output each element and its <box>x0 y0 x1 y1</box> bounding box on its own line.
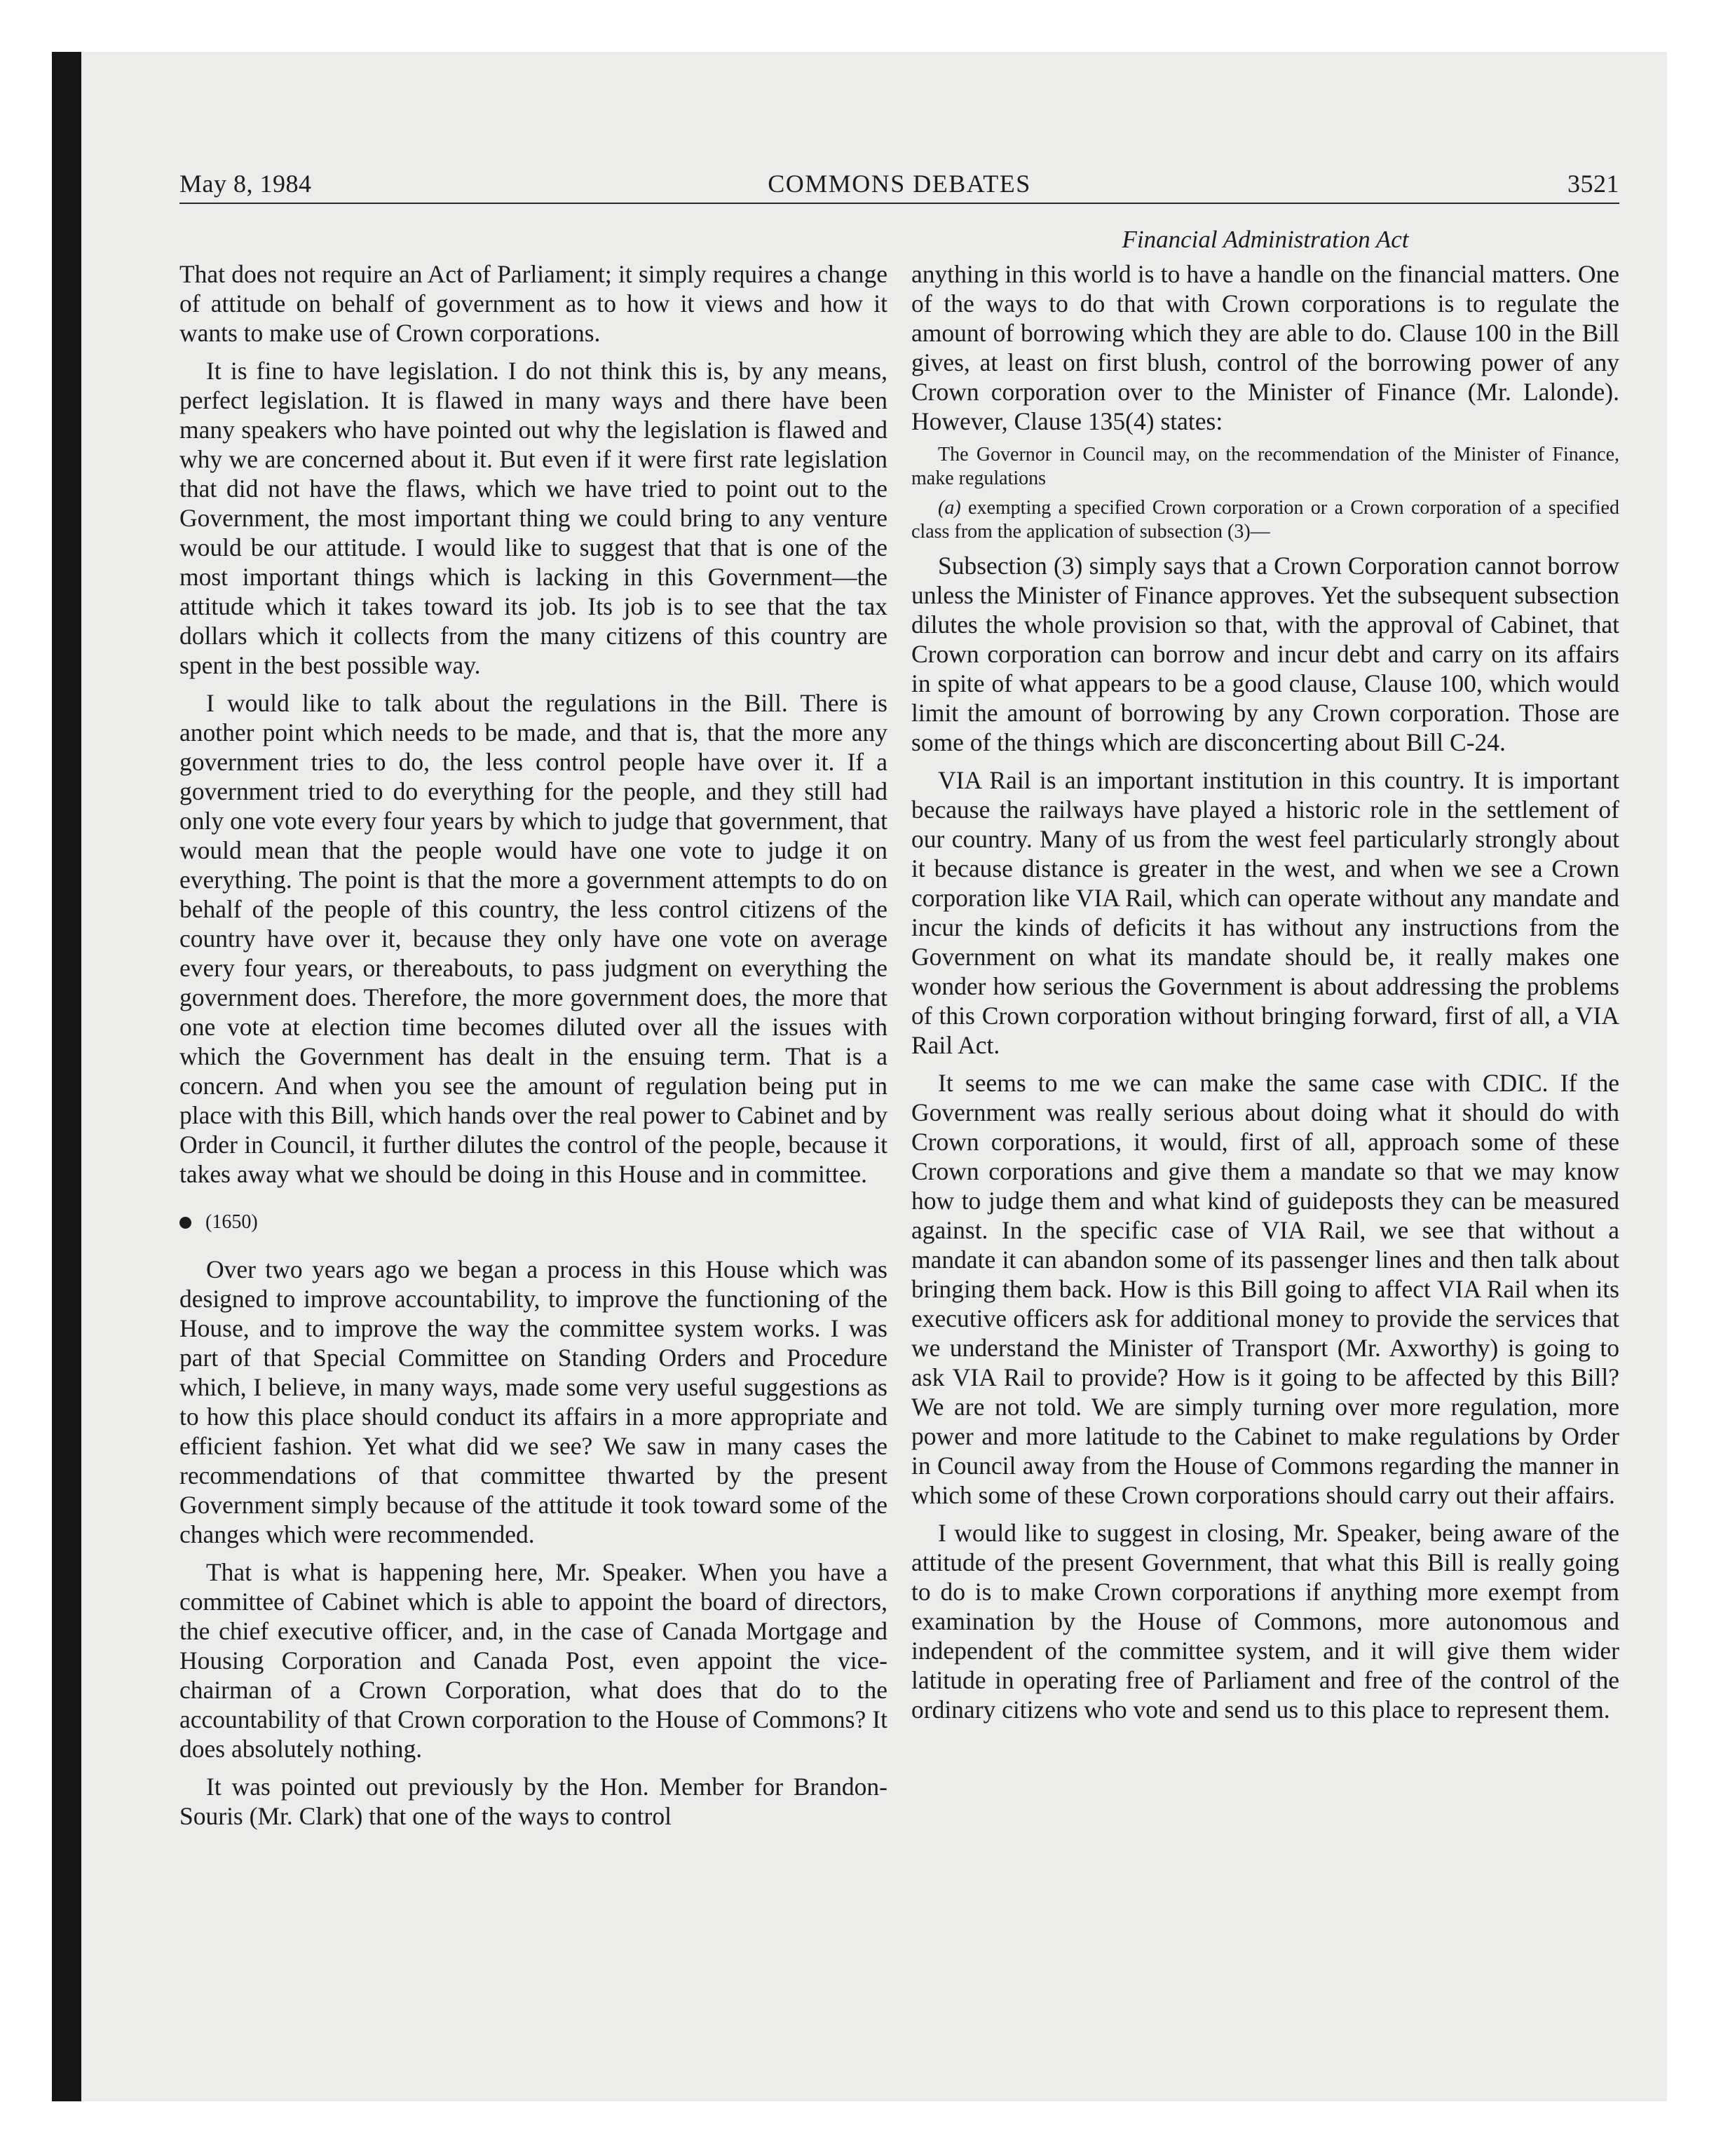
paragraph: That is what is happening here, Mr. Speaker. When you have a committee of Cabinet which is able to appoint the board of directors, the chief executive officer, and, in the case of Canada Mortgage and Housing Corporation and Canada Post, even appoint the vice-chairman of a Crown Corporation, what does that do to the accountability of that Crown corporation to the House of Commons? It does absolutely nothing. <box>179 1558 887 1763</box>
paragraph: Subsection (3) simply says that a Crown Corporation cannot borrow unless the Minister of Finance approves. Yet the subsequent subsection dilutes the whole provision so that, with the approval of Cabinet, that Crown corporation can borrow and incur debt and carry on its affairs in spite of what appears to be a good clause, Clause 100, which would limit the amount of borrowing by any Crown corporation. Those are some of the things which are disconcerting about Bill C-24. <box>911 552 1619 756</box>
quote-item-text: exempting a specified Crown corporation or a Crown corporation of a specified class from the application of subsection (3)— <box>911 497 1619 543</box>
paragraph: anything in this world is to have a handle on the financial matters. One of the ways to do that with Crown corporations is to regulate the amount of borrowing which they are able to do. Clause 100 in the Bill gives, at least on first blush, control of the borrowing power of any Crown corporation over to the Minister of Finance (Mr. Lalonde). However, Clause 135(4) states: <box>911 260 1619 435</box>
left-column <box>179 259 887 1831</box>
paragraph: It is fine to have legislation. I do not think this is, by any means, perfect legislation. It is flawed in many ways and there have been many speakers who have pointed out why the legislation is flawed and why we are concerned about it. But even if it were first rate legislation that did not have the flaws, which we have tried to point out to the Government, the most important thing we could bring to any venture would be our attitude. I would like to suggest that that is one of the most important things which is lacking in this Government—the attitude which it takes toward its job. Its job is to see that the tax dollars which it collects from the many citizens of this country are spent in the best possible way. <box>179 357 887 679</box>
timestamp-marker <box>179 1210 887 1235</box>
header-publication: COMMONS DEBATES <box>768 170 1031 198</box>
running-head: Financial Administration Act <box>1122 226 1409 253</box>
paragraph: I would like to suggest in closing, Mr. Speaker, being aware of the attitude of the present Government, that what this Bill is really going to do is to make Crown corporations if anything more exempt from examination by the House of Commons, more autonomous and independent of the committee system, and it will give them wider latitude in operating free of Parliament and free of the control of the ordinary citizens who vote and send us to this place to represent them. <box>911 1519 1619 1724</box>
page-number: 3521 <box>1567 170 1619 198</box>
paragraph: Over two years ago we began a process in this House which was designed to improve accountability, to improve the functioning of the House, and to improve the way the committee system works. I was part of that Special Committee on Standing Orders and Procedure which, I believe, in many ways, made some very useful suggestions as to how this place should conduct its affairs in a more appropriate and efficient fashion. Yet what did we see? We saw in many cases the recommendations of that committee thwarted by the present Government simply because of the attitude it took toward some of the changes which were recommended. <box>179 1255 887 1548</box>
binding-edge <box>52 52 81 2101</box>
quote-line <box>911 496 1619 544</box>
paragraph: It was pointed out previously by the Hon. Member for Brandon-Souris (Mr. Clark) that one of the ways to control <box>179 1773 887 1830</box>
block-quote <box>911 443 1619 544</box>
right-column <box>911 259 1619 1724</box>
timestamp-text: (1650) <box>205 1211 258 1233</box>
header-rule <box>179 203 1619 204</box>
bullet-icon <box>179 1217 191 1229</box>
paragraph: It seems to me we can make the same case with CDIC. If the Government was really serious about doing what it should do with Crown corporations, it would, first of all, approach some of these Crown corporations and give them a mandate so that we may know how to judge them and what kind of guideposts they can be measured against. In the specific case of VIA Rail, we see that without a mandate it can abandon some of its passenger lines and then talk about bringing them back. How is this Bill going to affect VIA Rail when its executive officers ask for additional money to provide the services that we understand the Minister of Transport (Mr. Axworthy) is going to ask VIA Rail to provide? How is it going to be affected by this Bill? We are not told. We are simply turning over more regulation, more power and more latitude to the Cabinet to make regulations by Order in Council away from the House of Commons regarding the manner in which some of these Crown corporations should carry out their affairs. <box>911 1069 1619 1509</box>
header-date: May 8, 1984 <box>179 170 312 198</box>
quote-item-label: (a) <box>938 497 961 519</box>
quote-line: The Governor in Council may, on the recommendation of the Minister of Finance, make regulations <box>911 444 1619 489</box>
paragraph: That does not require an Act of Parliament; it simply requires a change of attitude on behalf of government as to how it views and how it wants to make use of Crown corporations. <box>179 260 887 347</box>
page-header <box>179 167 1619 200</box>
paragraph: I would like to talk about the regulations in the Bill. There is another point which needs to be made, and that is, that the more any government tries to do, the less control people have over it. If a government tried to do everything for the people, and they still had only one vote every four years by which to judge that government, that would mean that the people would have one vote to judge it on everything. The point is that the more a government attempts to do on behalf of the people of this country, the less control citizens of the country have over it, because they only have one vote on average every four years, or thereabouts, to pass judgment on everything the government does. Therefore, the more government does, the more that one vote at election time becomes diluted over all the issues with which the Government has dealt in the ensuing term. That is a concern. And when you see the amount of regulation being put in place with this Bill, which hands over the real power to Cabinet and by Order in Council, it further dilutes the control of the people, because it takes away what we should be doing in this House and in committee. <box>179 689 887 1188</box>
paragraph: VIA Rail is an important institution in this country. It is important because the railways have played a historic role in the settlement of our country. Many of us from the west feel particularly strongly about it because distance is greater in the west, and when we see a Crown corporation like VIA Rail, which can operate without any mandate and incur the kinds of deficits it has without any instructions from the Government on what its mandate should be, it really makes one wonder how serious the Government is about addressing the problems of this Crown corporation without bringing forward, first of all, a VIA Rail Act. <box>911 766 1619 1059</box>
